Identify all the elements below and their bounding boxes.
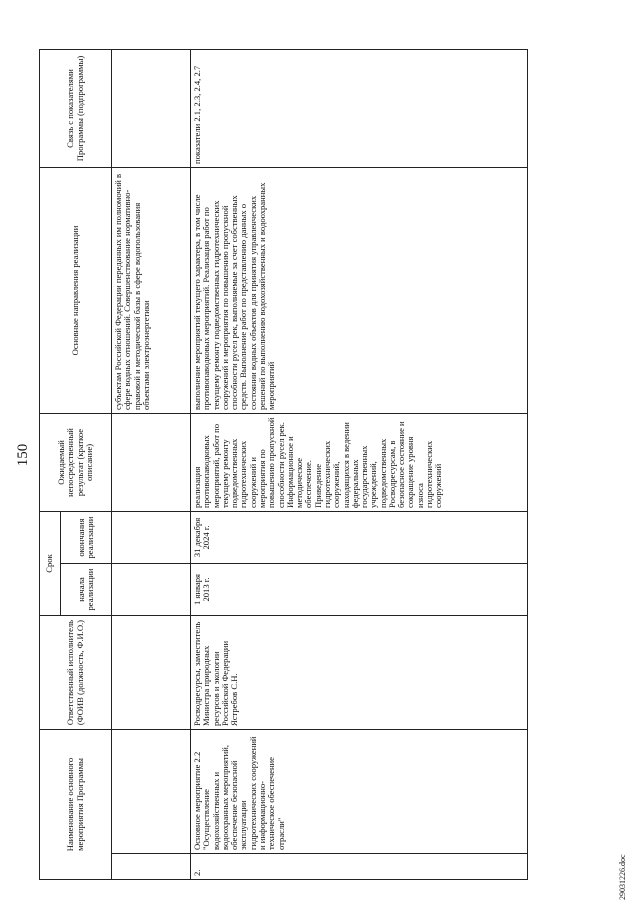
row-expected xyxy=(112,413,191,511)
header-executor: Ответственный исполнитель (ФОИВ (должность, Ф.И.О.) xyxy=(40,616,112,730)
document-footer: 29031226.doc xyxy=(618,854,627,900)
row-end: 31 декабря 2024 г. xyxy=(191,511,528,563)
row-name xyxy=(112,730,191,854)
row-executor xyxy=(112,616,191,730)
row-end xyxy=(112,511,191,563)
row-directions: выполнение мероприятий текущего характера, в том числе противопаводковых мероприятий. Реализация работ по текущему ремонту подведомственных гидротехнических сооружений и мероприятия по повышению пропускной способности русел рек, выполняемые за счет собственных средств. Выполнение работ по представлению данных о состоянии водных объектов для принятия управленческих решений по выполнению водохозяйственных и водоохранных мероприятий xyxy=(191,167,528,413)
row-start: 1 января 2013 г. xyxy=(191,564,528,616)
program-table xyxy=(39,49,528,880)
header-term: Срок xyxy=(40,511,61,615)
row-start xyxy=(112,564,191,616)
row-executor: Росводресурсы, заместитель Министра природных ресурсов и экологии Российской Федерации Ястребов С.Н. xyxy=(191,616,528,730)
table-row xyxy=(112,49,191,879)
header-term-end: окончания реализации xyxy=(61,511,112,563)
header-link: Связь с показателями Программы (подпрограммы) xyxy=(40,49,112,167)
header-term-start: начала реализации xyxy=(61,564,112,616)
header-expected: Ожидаемый непосредственный результат (краткое описание) xyxy=(40,413,112,511)
page-number: 150 xyxy=(15,443,31,467)
header-directions: Основные направления реализации xyxy=(40,167,112,413)
row-number xyxy=(112,854,191,880)
row-link: показатели 2.1, 2.3, 2.4, 2.7 xyxy=(191,49,528,167)
header-name: Наименование основного мероприятия Программы xyxy=(40,730,112,880)
row-number: 2. xyxy=(191,854,528,880)
row-expected: реализация противопаводковых мероприятий, работ по текущему ремонту подведомственных гидротехнических сооружений и мероприятия по повышению пропускной способности русел рек. Информационное и методическое обеспечение. Приведение гидротехнических сооружений, находящихся в ведении федеральных государственных учреждений, подведомственных Росводресурсам, в безопасное состояние и сокращение уровня износа гидротехнических сооружений xyxy=(191,413,528,511)
row-link xyxy=(112,49,191,167)
row-directions: субъектам Российской Федерации переданных им полномочий в сфере водных отношений. Совершенствование нормативно-правовой и методической базы в сфере водопользования объектами электроэнергетики xyxy=(112,167,191,413)
row-name: Основное мероприятие 2.2 "Осуществление водохозяйственных и водоохранных мероприятий, обеспечение безопасной эксплуатации гидротехнических сооружений и информационно-техническое обеспечение отрасли" xyxy=(191,730,528,854)
table-row xyxy=(191,49,528,879)
